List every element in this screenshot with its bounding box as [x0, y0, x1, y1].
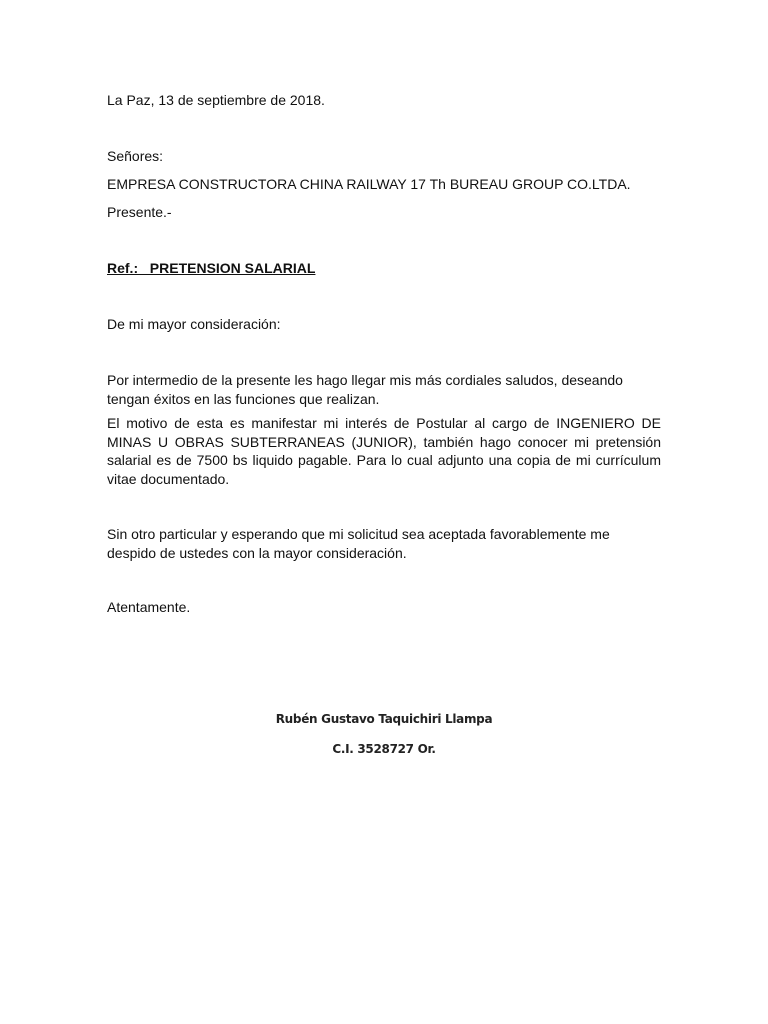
- addressee-presente: Presente.-: [107, 204, 172, 220]
- closing-line: Atentamente.: [107, 599, 191, 615]
- paragraph-motive: El motivo de esta es manifestar mi interés de Postular al cargo de INGENIERO DE MINAS U OBRAS SUBTERRANEAS (JUNIOR), también hago conocer mi pretensión salarial es de 7500 bs liquido pagable. Para lo cual adjunto una copia de mi currículum vitae documentado.: [107, 415, 661, 487]
- signature-id-number: C.I. 3528727 Or.: [332, 742, 436, 756]
- reference-line: Ref.: PRETENSION SALARIAL: [107, 260, 316, 276]
- date-line: La Paz, 13 de septiembre de 2018.: [107, 92, 325, 108]
- signature-name: Rubén Gustavo Taquichiri Llampa: [275, 712, 493, 726]
- paragraph-intro: Por intermedio de la presente les hago llegar mis más cordiales saludos, deseando tengan éxitos en las funciones que realizan.: [107, 372, 623, 407]
- addressee-company: EMPRESA CONSTRUCTORA CHINA RAILWAY 17 Th BUREAU GROUP CO.LTDA.: [107, 176, 631, 192]
- addressee-salutation: Señores:: [107, 148, 164, 164]
- paragraph-closing: Sin otro particular y esperando que mi solicitud sea aceptada favorablemente me despido de ustedes con la mayor consideración.: [107, 526, 610, 561]
- greeting: De mi mayor consideración:: [107, 316, 281, 332]
